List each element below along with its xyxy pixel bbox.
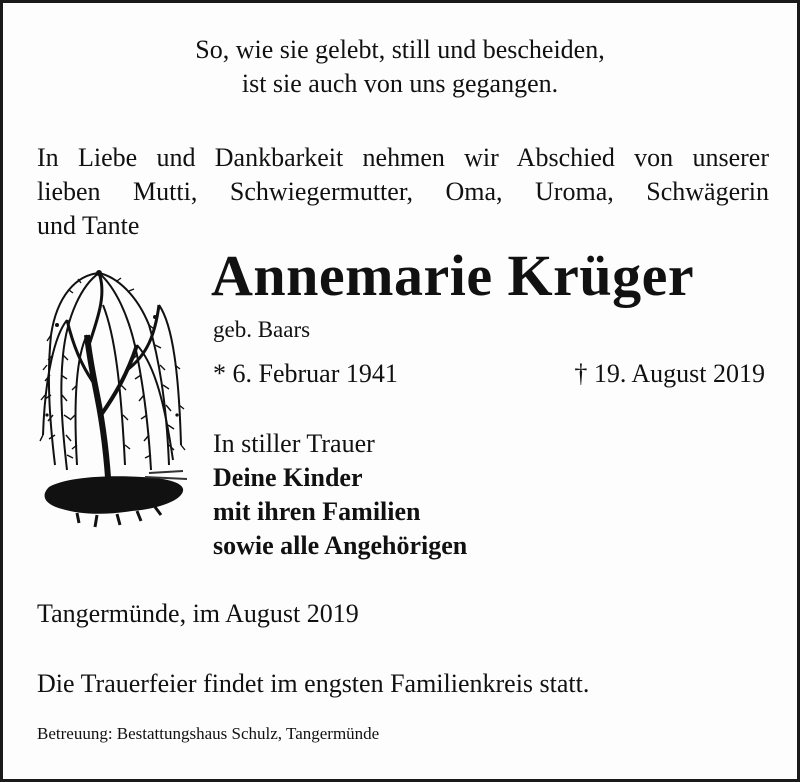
verse-line-1: So, wie sie gelebt, still und bescheiden, <box>195 35 605 64</box>
mourners <box>213 427 467 563</box>
birth-name: geb. Baars <box>213 317 311 342</box>
service-note: Die Trauerfeier findet im engsten Familienkreis statt. <box>37 669 590 698</box>
mourners-line-3: mit ihren Familien <box>213 497 421 526</box>
mourners-line-2: Deine Kinder <box>213 463 363 492</box>
place-and-date: Tangermünde, im August 2019 <box>37 599 359 628</box>
intro-line-1: In Liebe und Dankbarkeit nehmen wir Abschied von unserer <box>37 143 769 172</box>
weeping-willow-icon <box>37 265 187 533</box>
intro-line-2: lieben Mutti, Schwiegermutter, Oma, Uroma, Schwägerin <box>37 177 769 206</box>
death-date: † 19. August 2019 <box>574 359 765 388</box>
birth-date: * 6. Februar 1941 <box>213 359 398 388</box>
mourners-line-4: sowie alle Angehörigen <box>213 531 468 560</box>
funeral-home-credit: Betreuung: Bestattungshaus Schulz, Tangermünde <box>37 724 380 743</box>
mourners-line-1: In stiller Trauer <box>213 429 375 458</box>
verse <box>3 33 797 101</box>
deceased-name: Annemarie Krüger <box>211 243 695 308</box>
verse-line-2: ist sie auch von uns gegangen. <box>241 69 559 98</box>
intro-text <box>37 141 769 243</box>
intro-line-3: und Tante <box>37 211 140 240</box>
